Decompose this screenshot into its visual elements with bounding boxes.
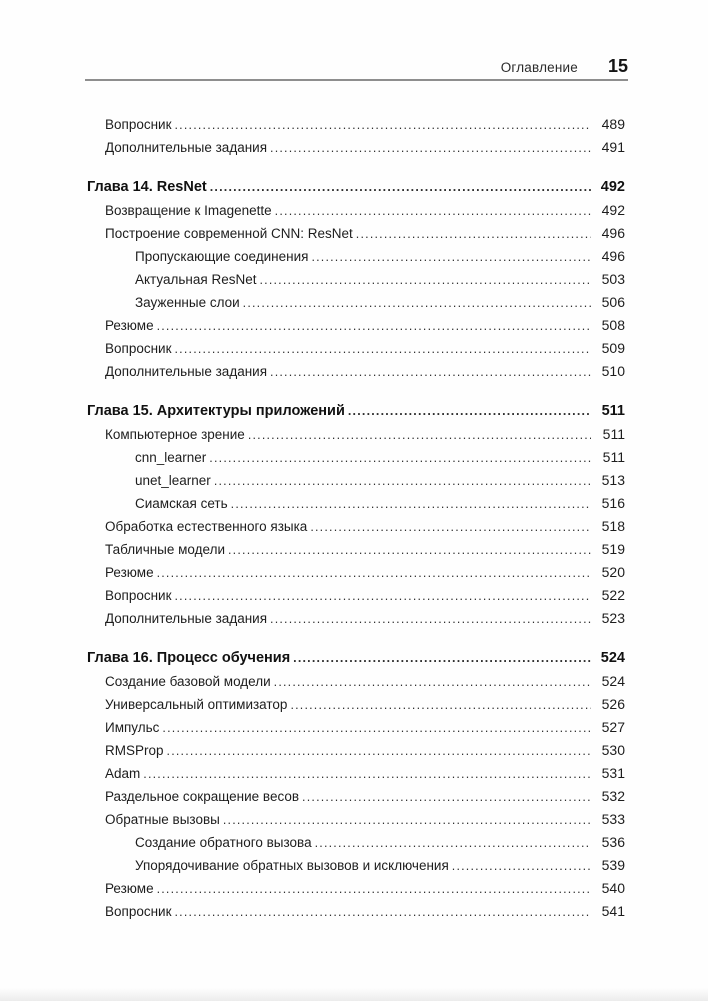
toc-entry — [87, 518, 625, 541]
running-header-title: Оглавление — [500, 60, 578, 75]
toc-entry-label: Возвращение к Imagenette — [105, 203, 272, 218]
toc-entry — [87, 426, 625, 449]
toc-entry-label: Резюме — [105, 881, 154, 896]
dot-leader — [175, 341, 592, 356]
toc-entry-page: 508 — [601, 317, 625, 333]
toc-entry-label: Пропускающие соединения — [135, 249, 309, 264]
dot-leader — [228, 542, 591, 557]
toc-entry-label: Глава 14. ResNet — [87, 179, 207, 195]
toc-entry — [87, 673, 625, 696]
toc-entry-label: Вопросник — [105, 117, 172, 132]
toc-entry — [87, 294, 625, 317]
toc-entry — [87, 903, 625, 926]
toc-entry — [87, 363, 625, 386]
toc-entry — [87, 271, 625, 294]
dot-leader — [311, 249, 591, 264]
toc-entry-page: 523 — [601, 610, 625, 626]
toc-entry — [87, 834, 625, 857]
toc-entry-page: 539 — [601, 857, 625, 873]
dot-leader — [175, 904, 592, 919]
toc-entry-page: 496 — [601, 248, 625, 264]
toc-entry-label: Раздельное сокращение весов — [105, 789, 300, 804]
toc-entry-label: Дополнительные задания — [105, 140, 268, 155]
toc-entry-page: 509 — [601, 340, 625, 356]
toc-entry-label: Дополнительные задания — [105, 364, 268, 379]
toc-entry-label: Зауженные слои — [135, 295, 240, 310]
toc-entry-page: 536 — [601, 834, 625, 850]
toc-entry — [87, 472, 625, 495]
toc-entry-label: Глава 15. Архитектуры приложений — [87, 403, 345, 419]
toc-entry-page: 531 — [601, 765, 625, 781]
toc-entry-label: Табличные модели — [105, 542, 225, 557]
dot-leader — [248, 427, 591, 442]
toc-entry — [87, 719, 625, 742]
toc-entry-label: Создание базовой модели — [105, 674, 271, 689]
toc-chapter-entry — [87, 403, 625, 426]
toc-entry-page: 541 — [601, 903, 625, 919]
toc-entry-page: 524 — [600, 650, 625, 666]
toc-entry-page: 516 — [601, 495, 625, 511]
toc-entry-page: 491 — [601, 139, 625, 155]
dot-leader — [452, 858, 591, 873]
toc-entry-label: Создание обратного вызова — [135, 835, 312, 850]
toc-entry-page: 520 — [601, 564, 625, 580]
toc-entry-label: Обработка естественного языка — [105, 519, 308, 534]
toc-entry-page: 489 — [601, 116, 625, 132]
toc-entry — [87, 202, 625, 225]
toc-entry-label: Импульс — [105, 720, 160, 735]
toc-entry-page: 530 — [601, 742, 625, 758]
toc-entry-page: 526 — [601, 696, 625, 712]
dot-leader — [274, 674, 591, 689]
dot-leader — [270, 611, 591, 626]
toc-entry — [87, 564, 625, 587]
dot-leader — [157, 318, 591, 333]
dot-leader — [302, 789, 591, 804]
page-header — [85, 56, 628, 77]
toc-entry — [87, 449, 625, 472]
toc-entry-label: Резюме — [105, 565, 154, 580]
toc-entry-label: Сиамская сеть — [135, 496, 228, 511]
toc-entry-label: Компьютерное зрение — [105, 427, 245, 442]
toc-entry — [87, 541, 625, 564]
toc-entry — [87, 248, 625, 271]
dot-leader — [243, 295, 591, 310]
toc-entry — [87, 880, 625, 903]
dot-leader — [167, 743, 591, 758]
toc-entry — [87, 610, 625, 633]
toc-entry-page: 511 — [602, 449, 625, 465]
toc-entry — [87, 225, 625, 248]
table-of-contents — [87, 116, 625, 926]
toc-entry-page: 522 — [601, 587, 625, 603]
toc-entry-page: 540 — [601, 880, 625, 896]
dot-leader — [259, 272, 591, 287]
toc-entry — [87, 788, 625, 811]
dot-leader — [310, 519, 591, 534]
dot-leader — [143, 766, 591, 781]
dot-leader — [290, 697, 591, 712]
dot-leader — [270, 140, 591, 155]
toc-entry — [87, 495, 625, 518]
toc-entry-label: Вопросник — [105, 904, 172, 919]
toc-entry-label: Построение современной CNN: ResNet — [105, 226, 353, 241]
toc-entry-page: 503 — [601, 271, 625, 287]
dot-leader — [175, 588, 592, 603]
header-rule — [85, 79, 628, 81]
toc-entry-page: 496 — [601, 225, 625, 241]
toc-entry — [87, 742, 625, 765]
toc-entry — [87, 587, 625, 610]
toc-entry-page: 524 — [601, 673, 625, 689]
toc-entry — [87, 317, 625, 340]
dot-leader — [275, 203, 591, 218]
dot-leader — [175, 117, 592, 132]
dot-leader — [157, 565, 591, 580]
toc-entry-page: 492 — [601, 202, 625, 218]
toc-entry-page: 532 — [601, 788, 625, 804]
dot-leader — [315, 835, 591, 850]
dot-leader — [356, 226, 591, 241]
page-number: 15 — [607, 56, 628, 76]
dot-leader — [209, 450, 591, 465]
toc-entry — [87, 340, 625, 363]
toc-entry — [87, 139, 625, 162]
toc-entry-label: Глава 16. Процесс обучения — [87, 650, 291, 666]
toc-entry-label: Обратные вызовы — [105, 812, 220, 827]
dot-leader — [214, 473, 591, 488]
dot-leader — [270, 364, 591, 379]
dot-leader — [223, 812, 591, 827]
toc-entry-label: cnn_learner — [135, 450, 207, 465]
toc-entry-label: Резюме — [105, 318, 154, 333]
toc-entry — [87, 811, 625, 834]
toc-entry — [87, 857, 625, 880]
dot-leader — [348, 403, 591, 419]
toc-chapter-entry — [87, 179, 625, 202]
toc-entry-label: RMSProp — [105, 743, 164, 758]
dot-leader — [157, 881, 591, 896]
toc-entry-page: 506 — [601, 294, 625, 310]
toc-chapter-entry — [87, 650, 625, 673]
toc-entry-label: unet_learner — [135, 473, 211, 488]
toc-entry-page: 510 — [601, 363, 625, 379]
toc-entry — [87, 116, 625, 139]
toc-entry-label: Актуальная ResNet — [135, 272, 257, 287]
dot-leader — [231, 496, 591, 511]
toc-entry-label: Дополнительные задания — [105, 611, 268, 626]
toc-entry-label: Универсальный оптимизатор — [105, 697, 288, 712]
toc-entry-page: 511 — [601, 403, 625, 419]
toc-entry-page: 527 — [601, 719, 625, 735]
toc-entry-page: 533 — [601, 811, 625, 827]
toc-entry-label: Вопросник — [105, 588, 172, 603]
toc-entry-label: Вопросник — [105, 341, 172, 356]
dot-leader — [162, 720, 591, 735]
toc-entry-page: 492 — [600, 179, 625, 195]
toc-entry — [87, 696, 625, 719]
toc-entry — [87, 765, 625, 788]
toc-entry-label: Упорядочивание обратных вызовов и исключения — [135, 858, 449, 873]
toc-entry-page: 511 — [602, 426, 625, 442]
dot-leader — [293, 650, 591, 666]
toc-entry-label: Adam — [105, 766, 141, 781]
toc-entry-page: 518 — [601, 518, 625, 534]
dot-leader — [210, 179, 591, 195]
toc-entry-page: 519 — [601, 541, 625, 557]
toc-entry-page: 513 — [601, 472, 625, 488]
